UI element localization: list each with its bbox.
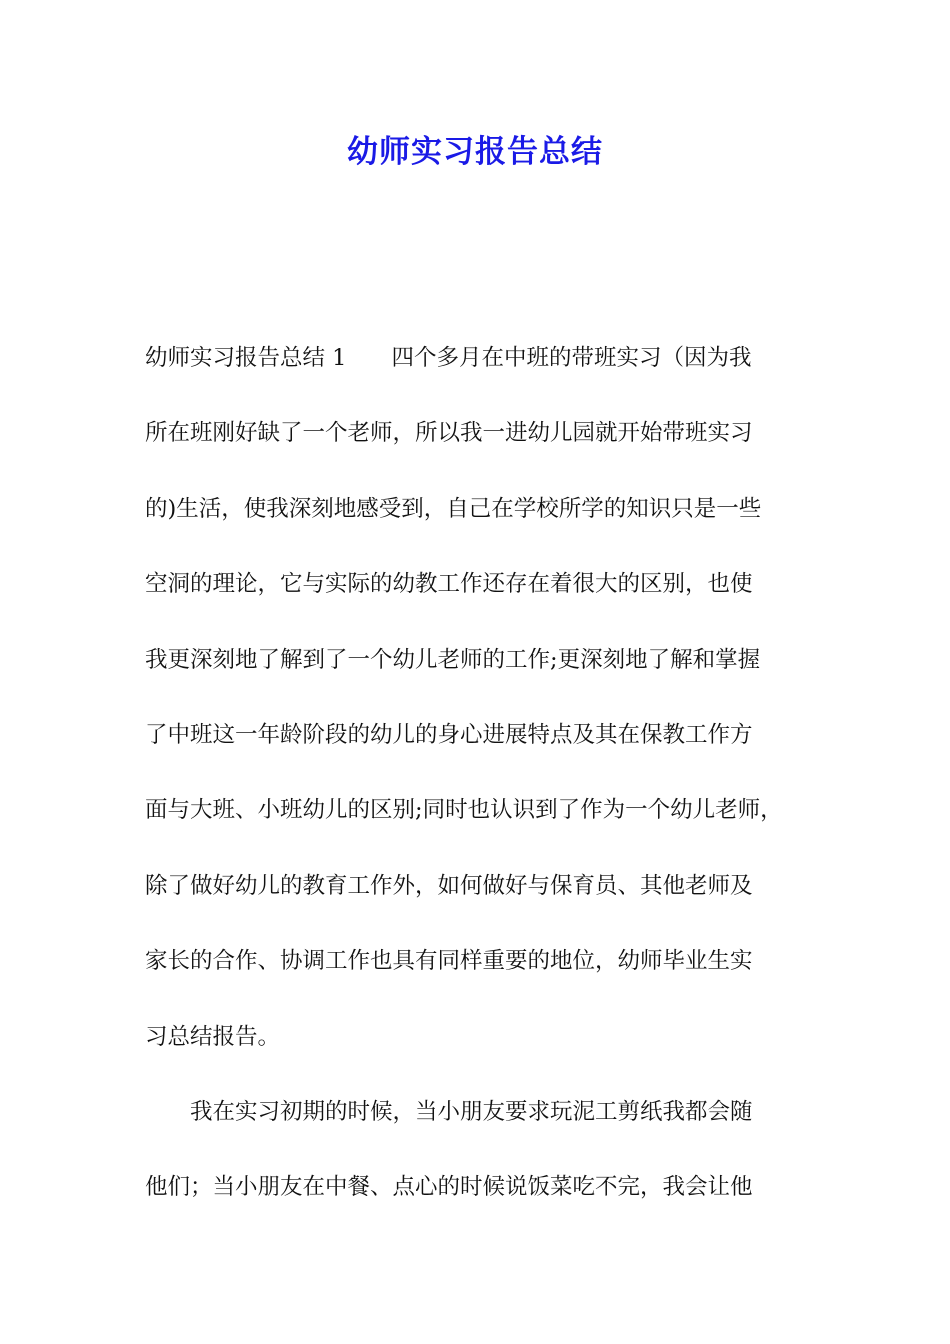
text-line: 我在实习初期的时候，当小朋友要求玩泥工剪纸我都会随 — [145, 1098, 753, 1125]
text-line: 了中班这一年龄阶段的幼儿的身心进展特点及其在保教工作方 — [145, 721, 753, 748]
text-line: 空洞的理论，它与实际的幼教工作还存在着很大的区别，也使 — [145, 571, 753, 598]
text-line: 除了做好幼儿的教育工作外，如何做好与保育员、其他老师及 — [145, 872, 753, 899]
document-body — [145, 334, 810, 1239]
text-line: 的)生活，使我深刻地感受到，自己在学校所学的知识只是一些 — [145, 495, 762, 522]
document-title: 幼师实习报告总结 — [347, 134, 603, 170]
text-line: 所在班刚好缺了一个老师，所以我一进幼儿园就开始带班实习 — [145, 420, 753, 447]
text-line: 习总结报告。 — [145, 1023, 281, 1050]
text-line: 幼师实习报告总结 1 四个多月在中班的带班实习（因为我 — [145, 345, 752, 371]
text-line: 他们；当小朋友在中餐、点心的时候说饭菜吃不完，我会让他 — [145, 1174, 753, 1201]
text-line: 面与大班、小班幼儿的区别;同时也认识到了作为一个幼儿老师， — [145, 797, 783, 824]
text-line: 我更深刻地了解到了一个幼儿老师的工作;更深刻地了解和掌握 — [145, 646, 761, 673]
text-line: 家长的合作、协调工作也具有同样重要的地位，幼师毕业生实 — [145, 948, 753, 975]
